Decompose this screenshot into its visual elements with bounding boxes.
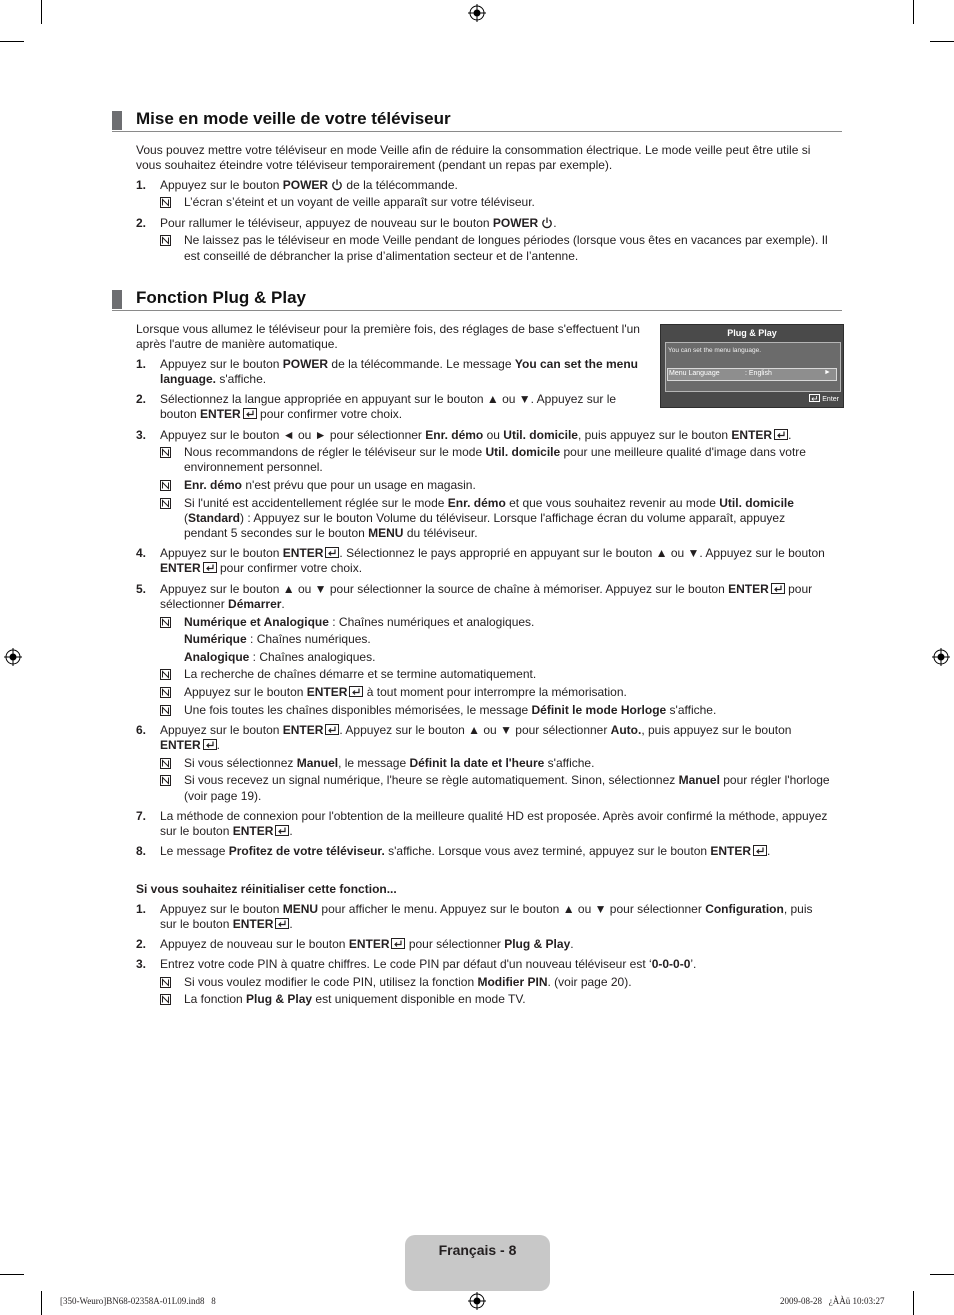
note-icon [160, 758, 171, 769]
section-title-text: Fonction Plug & Play [136, 288, 307, 307]
enter-icon [753, 845, 767, 856]
step-number: 2. [136, 392, 147, 406]
step-text: Le message Profitez de votre téléviseur. s'affiche. Lorsque vous avez terminé, appuyez sur le bouton ENTER . [160, 844, 771, 858]
subsection-title: Si vous souhaitez réinitialiser cette fonction... [136, 882, 397, 896]
enter-icon [203, 739, 217, 750]
paragraph: Lorsque vous allumez le téléviseur pour la première fois, des réglages de base s'effectuent l'un [136, 322, 640, 336]
section-title-text: Mise en mode veille de votre téléviseur [136, 109, 451, 128]
note-icon [160, 447, 171, 458]
crop-mark [930, 1274, 954, 1275]
note-icon [160, 687, 171, 698]
note-text: Si l'unité est accidentellement réglée sur le mode Enr. démo et que vous souhaitez revenir au mode Util. domicile [184, 496, 794, 510]
note-text: La recherche de chaînes démarre et se termine automatiquement. [184, 667, 537, 681]
step-number: 2. [136, 937, 147, 951]
note-icon [160, 977, 171, 988]
step-number: 7. [136, 809, 147, 823]
registration-mark-icon [4, 648, 22, 666]
step-text: Appuyez de nouveau sur le bouton ENTER pour sélectionner Plug & Play. [160, 937, 574, 951]
step-text: sur le bouton ENTER . [160, 917, 293, 931]
screen-dialog [665, 342, 841, 392]
menu-language-row [667, 368, 837, 381]
crop-mark [0, 41, 24, 42]
enter-icon [391, 938, 405, 949]
registration-mark-icon [468, 4, 486, 22]
step-text: Sélectionnez la langue appropriée en appuyant sur le bouton ▲ ou ▼. Appuyez sur le [160, 392, 617, 406]
note-text: Enr. démo n'est prévu que pour un usage en magasin. [184, 478, 476, 492]
step-text: ENTER . [160, 738, 221, 752]
note-text: Si vous voulez modifier le code PIN, utilisez la fonction Modifier PIN. (voir page 20). [184, 975, 632, 989]
note-icon [160, 617, 171, 628]
enter-icon [243, 408, 257, 419]
right-arrow-icon: ► [824, 369, 831, 376]
step-number: 2. [136, 216, 147, 230]
step-text: language. s'affiche. [160, 372, 267, 386]
note-text: Appuyez sur le bouton ENTER à tout moment pour interrompre la mémorisation. [184, 685, 627, 699]
step-text: bouton ENTER pour confirmer votre choix. [160, 407, 403, 421]
step-text: Appuyez sur le bouton POWER de la télécommande. Le message You can set the menu [160, 357, 639, 371]
section-title [112, 288, 842, 311]
enter-icon [275, 825, 289, 836]
step-text: Appuyez sur le bouton ENTER . Sélectionnez le pays approprié en appuyant sur le bouton ▲ ou ▼. Appuyez sur le bouton [160, 546, 825, 560]
crop-mark [913, 0, 914, 24]
power-icon [331, 179, 343, 191]
note-icon [160, 669, 171, 680]
enter-icon [325, 547, 339, 558]
crop-mark [0, 1274, 24, 1275]
enter-icon [774, 429, 788, 440]
screen-title: Plug & Play [727, 328, 777, 338]
enter-icon [809, 394, 820, 402]
step-text: La méthode de connexion pour l'obtention de la meilleure qualité HD est proposée. Après avoir confirmé la méthode, appuyez [160, 809, 828, 823]
row-label: Menu Language [669, 370, 720, 377]
enter-icon [203, 562, 217, 573]
note-text: est conseillé de débrancher la prise d’alimentation secteur et de l’antenne. [184, 249, 579, 263]
step-text: Appuyez sur le bouton ◄ ou ► pour sélectionner Enr. démo ou Util. domicile, puis appuyez sur le bouton ENTER . [160, 428, 792, 442]
note-text: pendant 5 secondes sur le bouton MENU du téléviseur. [184, 526, 478, 540]
note-text: La fonction Plug & Play est uniquement disponible en mode TV. [184, 992, 526, 1006]
note-text: (Standard) : Appuyez sur le bouton Volume du téléviseur. Lorsque l'affichage écran du volume apparaît, appuyez [184, 511, 786, 525]
note-icon [160, 994, 171, 1005]
note-icon [160, 197, 171, 208]
enter-icon [325, 724, 339, 735]
page-number-tab [405, 1235, 550, 1291]
step-text: Entrez votre code PIN à quatre chiffres. Le code PIN par défaut d'un nouveau téléviseur est ‘0-0-0-0’. [160, 957, 697, 971]
enter-icon [349, 686, 363, 697]
registration-mark-icon [468, 1292, 486, 1310]
enter-icon [275, 918, 289, 929]
crop-mark [930, 41, 954, 42]
row-value: : English [745, 370, 772, 377]
note-text: (voir page 19). [184, 789, 262, 803]
note-text: Numérique : Chaînes numériques. [184, 632, 371, 646]
enter-icon [771, 583, 785, 594]
step-text: ENTER pour confirmer votre choix. [160, 561, 363, 575]
screen-footer-text: Enter [822, 396, 839, 403]
note-text: Analogique : Chaînes analogiques. [184, 650, 376, 664]
note-icon [160, 480, 171, 491]
title-bar [112, 290, 122, 309]
note-icon [160, 775, 171, 786]
paragraph: après l'autre de manière automatique. [136, 337, 338, 351]
step-text: Appuyez sur le bouton ENTER . Appuyez sur le bouton ▲ ou ▼ pour sélectionner Auto., puis appuyez sur le bouton [160, 723, 792, 737]
screen-footer [809, 394, 839, 403]
step-text: sélectionner Démarrer. [160, 597, 285, 611]
step-number: 6. [136, 723, 147, 737]
step-number: 8. [136, 844, 147, 858]
note-text: Si vous sélectionnez Manuel, le message Définit la date et l'heure s'affiche. [184, 756, 595, 770]
note-text: Nous recommandons de régler le téléviseur sur le mode Util. domicile pour une meilleure qualité d'image dans votre [184, 445, 806, 459]
print-timestamp: 2009-08-28 ¿ÀÀü 10:03:27 [780, 1296, 885, 1306]
screen-message: You can set the menu language. [668, 347, 761, 354]
section-title [112, 109, 842, 132]
crop-mark [41, 0, 42, 24]
paragraph: Vous pouvez mettre votre téléviseur en mode Veille afin de réduire la consommation électrique. Le mode veille peut être utile si [136, 143, 811, 157]
power-icon [541, 217, 553, 229]
title-bar [112, 111, 122, 130]
note-icon [160, 498, 171, 509]
step-number: 4. [136, 546, 147, 560]
step-number: 1. [136, 357, 147, 371]
step-number: 3. [136, 428, 147, 442]
step-text: Appuyez sur le bouton MENU pour afficher le menu. Appuyez sur le bouton ▲ ou ▼ pour sélectionner Configuration, puis [160, 902, 813, 916]
step-number: 5. [136, 582, 147, 596]
registration-mark-icon [932, 648, 950, 666]
paragraph: vous souhaitez éteindre votre téléviseur temporairement (pendant un repas par exemple). [136, 158, 613, 172]
note-text: Numérique et Analogique : Chaînes numériques et analogiques. [184, 615, 535, 629]
file-info: [350-Weuro]BN68-02358A-01L09.ind8 8 [60, 1296, 216, 1306]
step-number: 1. [136, 178, 147, 192]
note-text: Ne laissez pas le téléviseur en mode Veille pendant de longues périodes (lorsque vous êtes en vacances par exemple). Il [184, 233, 828, 247]
step-text: Appuyez sur le bouton ▲ ou ▼ pour sélectionner la source de chaîne à mémoriser. Appuyez sur le bouton ENTER pour [160, 582, 813, 596]
step-text: Appuyez sur le bouton POWER de la télécommande. [160, 178, 458, 192]
step-number: 3. [136, 957, 147, 971]
step-number: 1. [136, 902, 147, 916]
step-text: sur le bouton ENTER . [160, 824, 293, 838]
crop-mark [41, 1291, 42, 1315]
step-text: Pour rallumer le téléviseur, appuyez de nouveau sur le bouton POWER . [160, 216, 557, 230]
crop-mark [913, 1291, 914, 1315]
note-icon [160, 235, 171, 246]
note-text: L’écran s’éteint et un voyant de veille apparaît sur votre téléviseur. [184, 195, 535, 209]
tv-screen-illustration [660, 324, 844, 408]
note-text: Une fois toutes les chaînes disponibles mémorisées, le message Définit le mode Horloge s'affiche. [184, 703, 717, 717]
note-text: environnement personnel. [184, 460, 323, 474]
note-text: Si vous recevez un signal numérique, l'heure se règle automatiquement. Sinon, sélectionnez Manuel pour régler l'horloge [184, 773, 830, 787]
page-number: Français - 8 [438, 1242, 517, 1258]
note-icon [160, 705, 171, 716]
